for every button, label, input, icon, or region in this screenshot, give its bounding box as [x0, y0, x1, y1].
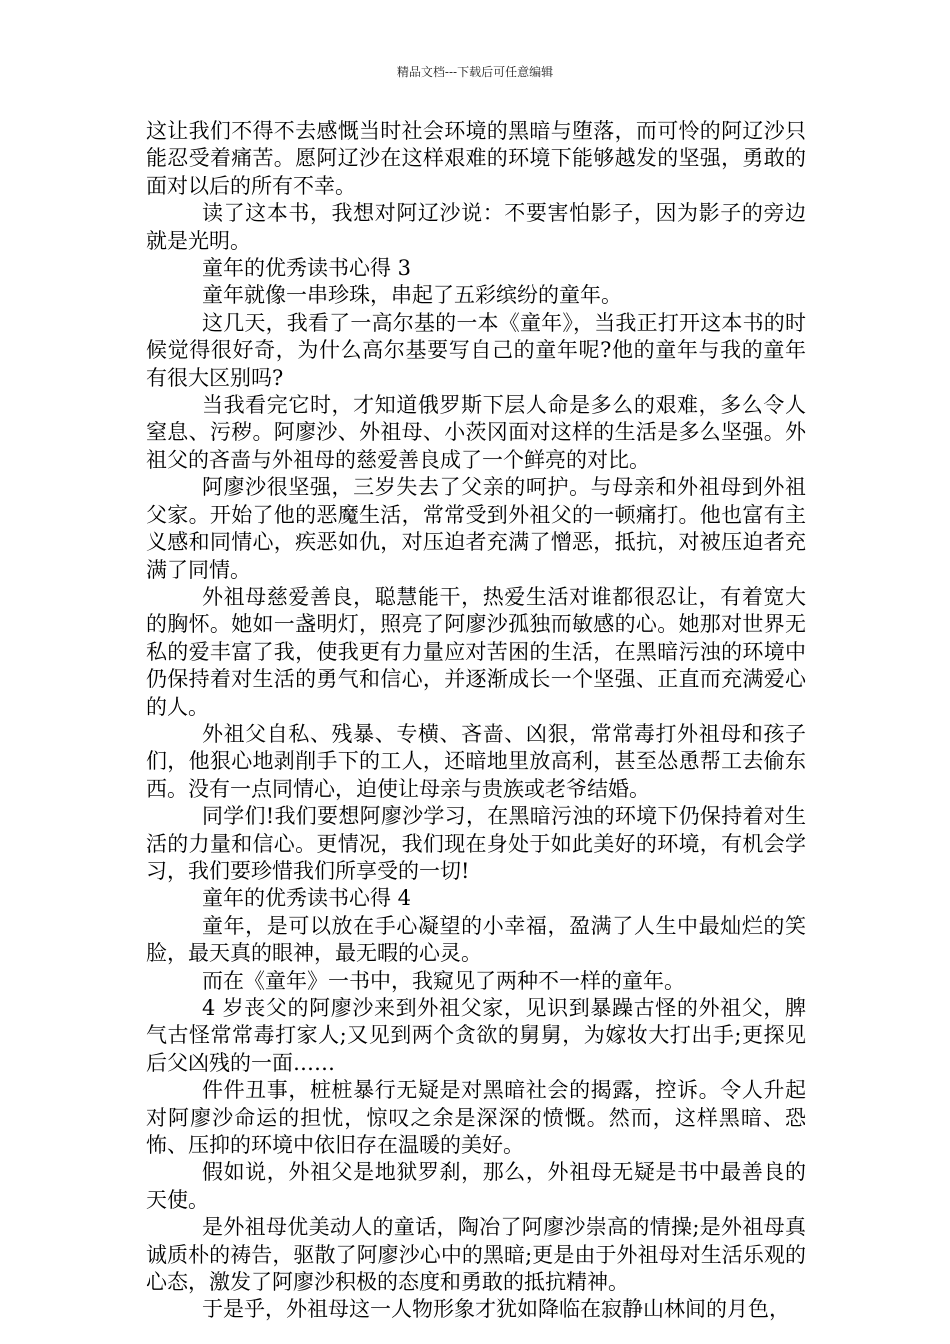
- paragraph: 于是乎，外祖母这一人物形象才犹如降临在寂静山林间的月色，: [202, 1297, 790, 1322]
- section-heading: 童年的优秀读书心得 3: [202, 256, 412, 281]
- document-body: [146, 118, 806, 1324]
- paragraph: 假如说，外祖父是地狱罗刹，那么，外祖母无疑是书中最善良的天使。: [146, 1160, 806, 1212]
- paragraph: 是外祖母优美动人的童话，陶冶了阿廖沙崇高的情操;是外祖母真诚质朴的祷告，驱散了阿廖沙心中的黑暗;更是由于外祖母对生活乐观的心态，激发了阿廖沙积极的态度和勇敢的抵抗精神。: [146, 1215, 806, 1295]
- paragraph: 外祖母慈爱善良，聪慧能干，热爱生活对谁都很忍让，有着宽大的胸怀。她如一盏明灯，照亮了阿廖沙孤独而敏感的心。她那对世界无私的爱丰富了我，使我更有力量应对苦困的生活，在黑暗污浊的环境中仍保持着对生活的勇气和信心，并逐渐成长一个坚强、正直而充满爱心的人。: [146, 584, 806, 719]
- paragraph: 这几天，我看了一高尔基的一本《童年》，当我正打开这本书的时候觉得很好奇，为什么高尔基要写自己的童年呢?他的童年与我的童年有很大区别吗?: [146, 310, 806, 390]
- section-heading: 童年的优秀读书心得 4: [202, 886, 412, 911]
- paragraph: 件件丑事，桩桩暴行无疑是对黑暗社会的揭露，控诉。令人升起对阿廖沙命运的担忧，惊叹之余是深深的愤慨。然而，这样黑暗、恐怖、压抑的环境中依旧存在温暖的美好。: [146, 1078, 806, 1158]
- paragraph: 这让我们不得不去感慨当时社会环境的黑暗与堕落，而可怜的阿辽沙只能忍受着痛苦。愿阿辽沙在这样艰难的环境下能够越发的坚强，勇敢的面对以后的所有不幸。: [146, 119, 806, 198]
- paragraph: 当我看完它时，才知道俄罗斯下层人命是多么的艰难，多么令人窒息、污秽。阿廖沙、外祖母、小茨冈面对这样的生活是多么坚强。外祖父的吝啬与外祖母的慈爱善良成了一个鲜亮的对比。: [146, 393, 806, 472]
- paragraph: 读了这本书，我想对阿辽沙说：不要害怕影子，因为影子的旁边就是光明。: [146, 201, 806, 253]
- paragraph: 阿廖沙很坚强，三岁失去了父亲的呵护。与母亲和外祖母到外祖父家。开始了他的恶魔生活，常常受到外祖父的一顿痛打。他也富有主义感和同情心，疾恶如仇，对压迫者充满了憎恶，抵抗，对被压迫者充满了同情。: [146, 475, 806, 582]
- paragraph: 4 岁丧父的阿廖沙来到外祖父家，见识到暴躁古怪的外祖父，脾气古怪常常毒打家人;又见到两个贪欲的舅舅，为嫁妆大打出手;更探见后父凶残的一面……: [146, 996, 806, 1075]
- page-header: 精品文档---下载后可任意编辑: [396, 65, 554, 79]
- paragraph: 而在《童年》一书中，我窥见了两种不一样的童年。: [202, 968, 685, 993]
- paragraph: 外祖父自私、残暴、专横、吝啬、凶狠，常常毒打外祖母和孩子们，他狠心地剥削手下的工人，还暗地里放高利，甚至怂恿帮工去偷东西。没有一点同情心，迫使让母亲与贵族或老爷结婚。: [146, 721, 806, 801]
- paragraph: 童年就像一串珍珠，串起了五彩缤纷的童年。: [202, 283, 622, 308]
- paragraph: 同学们!我们要想阿廖沙学习，在黑暗污浊的环境下仍保持着对生活的力量和信心。更情况，我们现在身处于如此美好的环境，有机会学习，我们要珍惜我们所享受的一切!: [146, 804, 806, 883]
- paragraph: 童年，是可以放在手心凝望的小幸福，盈满了人生中最灿烂的笑脸，最天真的眼神，最无暇的心灵。: [146, 913, 806, 966]
